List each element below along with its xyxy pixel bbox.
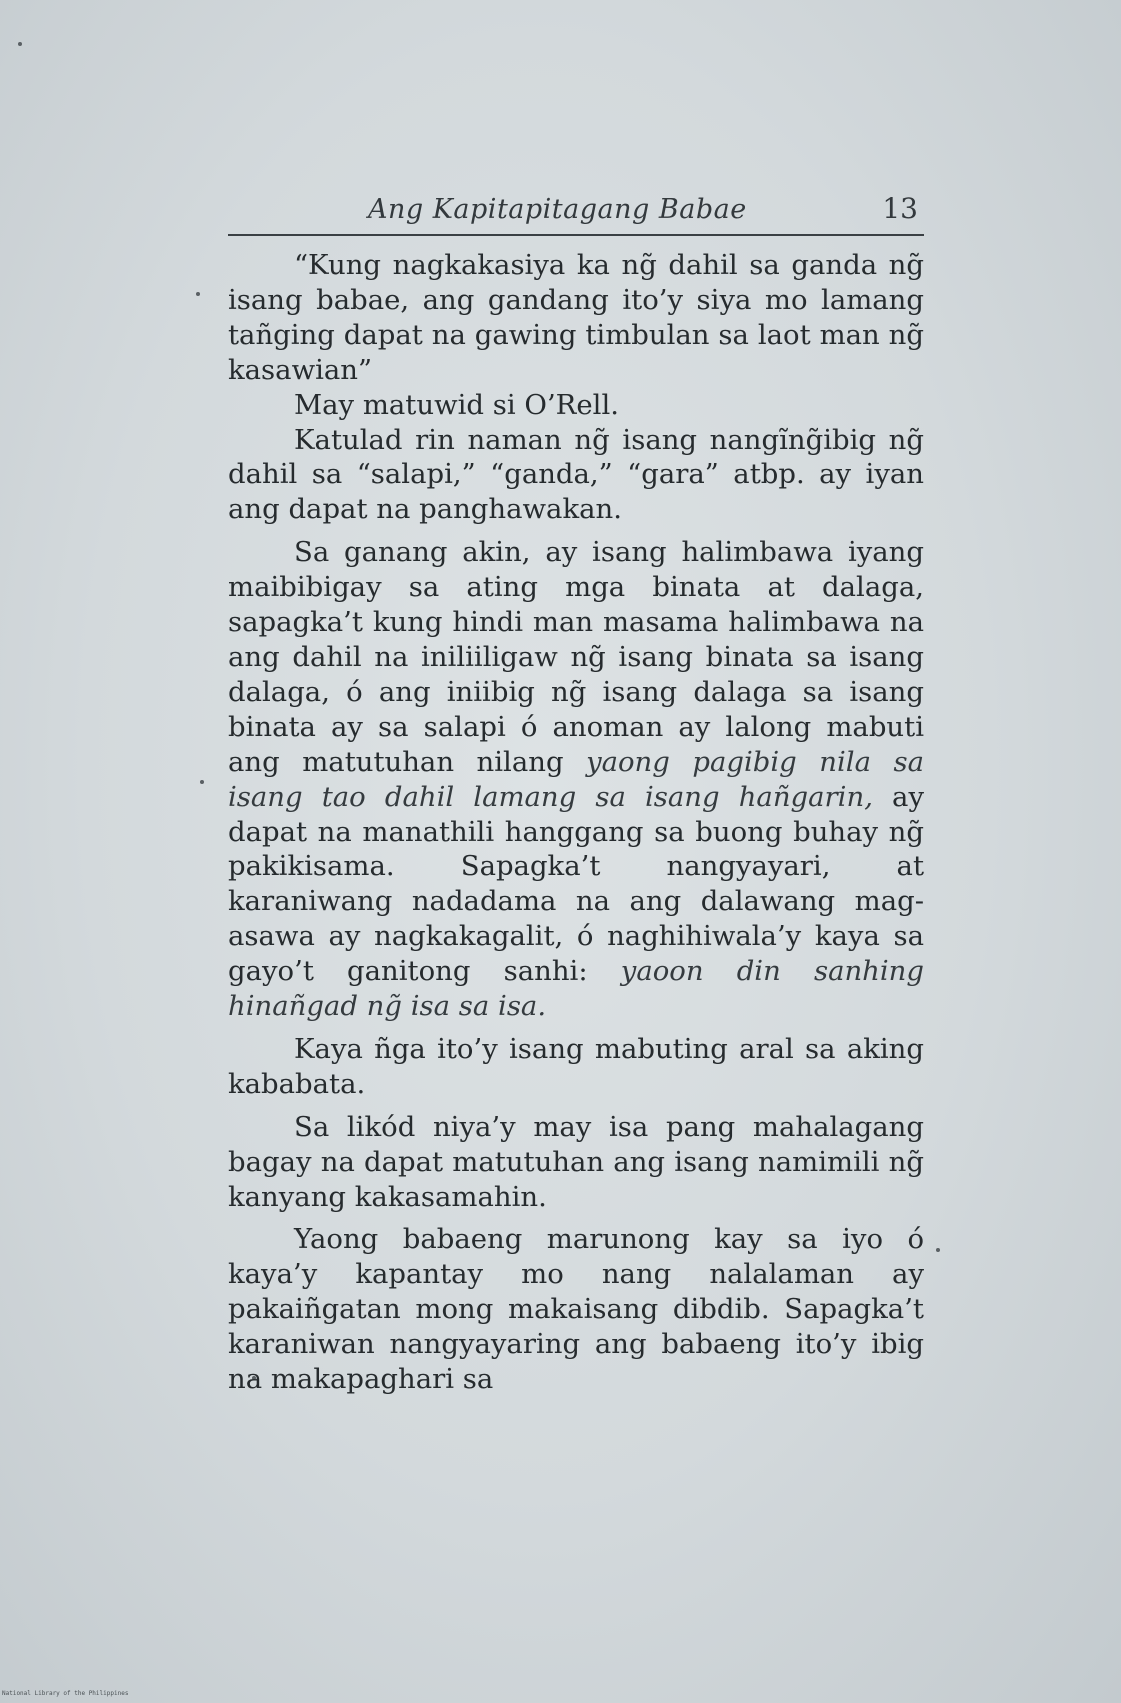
italic-phrase: yaong pagibig nila sa isang tao dahil lamang sa isang hañgarin, bbox=[228, 745, 924, 813]
page-number: 13 bbox=[882, 192, 918, 225]
library-credit: National Library of the Philippines bbox=[2, 1690, 129, 1697]
paragraph-halimbawa bbox=[228, 535, 924, 1024]
running-title: Ang Kapitapitagang Babae bbox=[368, 194, 747, 225]
page-header bbox=[228, 190, 924, 236]
paragraph-yaong: Yaong babaeng marunong kay sa iyo ó kaya’y kapantay mo nang nalalaman ay pakaiñgatan mong makaisang dibdib. Sapagka’t karaniwan nangyayaring ang babaeng ito’y ibig na makapaghari sa bbox=[228, 1223, 924, 1396]
paragraph-orell: May matuwid si O’Rell. bbox=[294, 388, 619, 421]
book-page bbox=[228, 190, 924, 1560]
paragraph-text: ay dapat na manathili hanggang sa buong buhay ng̃ pakikisama. Sapagka’t nangyayari, at karaniwang nadadama na ang dalawang mag-asawa ay nagkakagalit, ó naghihiwala’y kaya sa gayo’t ganitong sanhi: bbox=[228, 780, 924, 988]
paragraph-text: Sa ganang akin, ay isang halimbawa iyang maibibigay sa ating mga binata at dalaga, sapagka’t kung hindi man masama halimbawa na ang dahil na iniliiligaw ng̃ isang binata sa isang dalaga, ó ang iniibig ng̃ isang dalaga sa isang binata ay sa salapi ó anoman ay lalong mabuti ang matutuhan nilang bbox=[228, 536, 924, 778]
italic-phrase: yaoon din sanhing hinañgad ng̃ isa sa isa. bbox=[228, 955, 925, 1023]
body-text bbox=[228, 248, 924, 1397]
paragraph-katulad: Katulad rin naman ng̃ isang nangĩng̃ibig ng̃ dahil sa “salapi,” “ganda,” “gara” atbp. ay iyan ang dapat na panghawakan. bbox=[228, 423, 924, 526]
paragraph-quote: “Kung nagkakasiya ka ng̃ dahil sa ganda ng̃ isang babae, ang gandang ito’y siya mo lamang tañging dapat na gawing timbulan sa laot man ng̃ kasawian” bbox=[228, 249, 924, 386]
margin-speck bbox=[18, 42, 22, 46]
margin-speck bbox=[196, 292, 200, 296]
paragraph-aral: Kaya ñga ito’y isang mabuting aral sa aking kababata. bbox=[228, 1032, 924, 1100]
margin-speck bbox=[200, 780, 204, 784]
margin-speck bbox=[936, 1248, 940, 1252]
paragraph-likod: Sa likód niya’y may isa pang mahalagang bagay na dapat matutuhan ang isang namimili ng̃ kanyang kakasamahin. bbox=[228, 1110, 924, 1213]
